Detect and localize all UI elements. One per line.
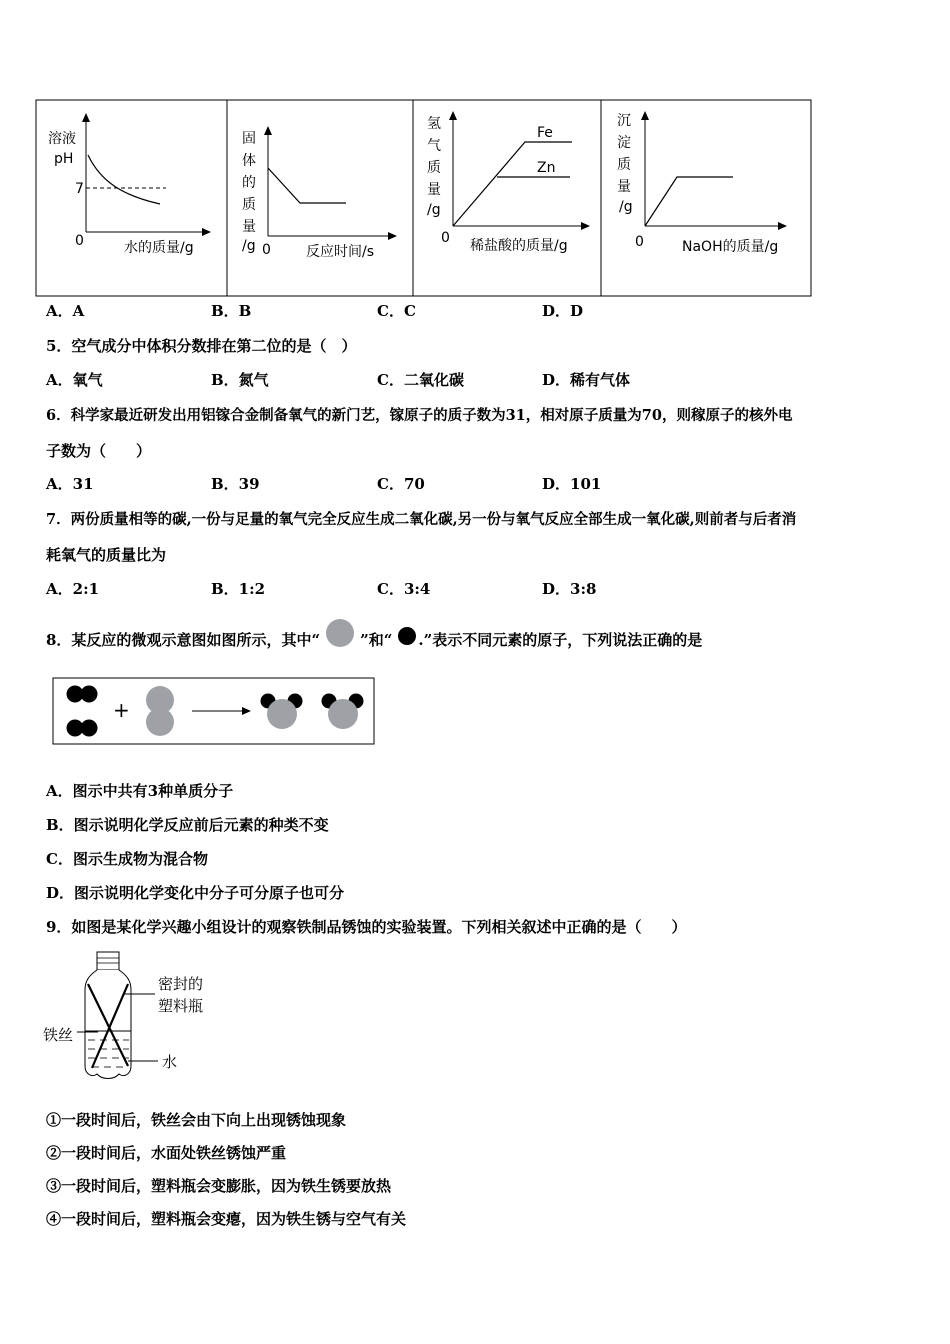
q9-stem: 9．如图是某化学兴趣小组设计的观察铁制品锈蚀的实验装置。下列相关叙述中正确的是（ ）: [46, 918, 687, 936]
gray-atom-icon: [326, 619, 354, 647]
x-axis-arrow: [388, 232, 397, 240]
ylabel-char: 气: [427, 138, 441, 154]
ylabel-char: 量: [427, 182, 441, 198]
fe-line: [453, 142, 572, 226]
q5-option-d[interactable]: D．稀有气体: [542, 371, 631, 389]
graph-a: [48, 113, 211, 256]
origin: 0: [262, 242, 271, 258]
ylabel-char: 氢: [427, 116, 441, 132]
q7-option-d[interactable]: D．3:8: [542, 580, 597, 598]
ylabel-char: /g: [242, 238, 256, 254]
q9-apparatus-diagram: [40, 948, 230, 1088]
q5-option-b[interactable]: B．氮气: [211, 371, 269, 389]
q6-option-a[interactable]: A．31: [46, 475, 94, 493]
precipitate-line: [645, 177, 733, 226]
ylabel-char: 固: [242, 131, 256, 147]
graph-c: [427, 111, 590, 254]
label-bottle-line2: 塑料瓶: [158, 997, 204, 1015]
xlabel: 稀盐酸的质量/g: [470, 238, 568, 254]
ylabel-line2: pH: [54, 151, 74, 167]
origin: 0: [75, 233, 84, 249]
ylabel-char: 体: [242, 153, 256, 169]
ylabel-char: 淀: [617, 135, 631, 151]
ylabel-char: 质: [242, 197, 256, 213]
tick-7: 7: [75, 181, 84, 197]
ylabel-char: /g: [427, 202, 441, 218]
gray-atom: [267, 699, 297, 729]
q9-statement-3: ③一段时间后，塑料瓶会变膨胀，因为铁生锈要放热: [46, 1177, 392, 1195]
q7-option-a[interactable]: A．2:1: [46, 580, 100, 598]
bottle-cap: [97, 952, 119, 970]
q7-option-b[interactable]: B．1:2: [211, 580, 266, 598]
q9-statement-1: ①一段时间后，铁丝会由下向上出现锈蚀现象: [46, 1111, 347, 1129]
ylabel-char: 量: [617, 179, 631, 195]
black-atom-icon: [398, 627, 416, 645]
q8-stem: [46, 625, 702, 653]
q7-option-c[interactable]: C．3:4: [377, 580, 431, 598]
q8-option-c[interactable]: C．图示生成物为混合物: [46, 850, 208, 868]
q6-stem-line2: 子数为（ ）: [46, 442, 152, 460]
x-axis-arrow: [778, 222, 787, 230]
reaction-arrow-head: [242, 707, 251, 715]
q8-stem-part2: ”和“: [360, 630, 393, 649]
black-atom: [81, 720, 98, 737]
ylabel-char: 沉: [617, 113, 631, 129]
q8-option-a[interactable]: A．图示中共有3种单质分子: [46, 782, 234, 800]
q5-stem: 5．空气成分中体积分数排在第二位的是（ ）: [46, 337, 357, 355]
label-wire: 铁丝: [43, 1026, 74, 1044]
q8-option-b[interactable]: B．图示说明化学反应前后元素的种类不变: [46, 816, 329, 834]
q6-stem-line1: 6．科学家最近研发出用铝镓合金制备氧气的新门艺，镓原子的质子数为31，相对原子质量为70，则稼原子的核外电: [46, 407, 793, 424]
q4-option-a[interactable]: A．A: [46, 302, 85, 320]
fe-label: Fe: [537, 125, 553, 141]
ylabel-char: 质: [617, 157, 631, 173]
ylabel-char: 量: [242, 219, 256, 235]
origin: 0: [441, 230, 450, 246]
q5-option-c[interactable]: C．二氧化碳: [377, 371, 464, 389]
q6-option-c[interactable]: C．70: [377, 475, 425, 493]
ph-curve: [88, 155, 160, 204]
graph-b: [242, 126, 397, 260]
xlabel: 反应时间/s: [306, 244, 375, 260]
xlabel: 水的质量/g: [124, 240, 194, 256]
q9-statement-4: ④一段时间后，塑料瓶会变瘪，因为铁生锈与空气有关: [46, 1210, 407, 1228]
graphs-frame: [36, 100, 811, 296]
y-axis-arrow: [264, 126, 272, 135]
x-axis-arrow: [581, 222, 590, 230]
y-axis-arrow: [82, 113, 90, 122]
q6-option-d[interactable]: D．101: [542, 475, 602, 493]
ylabel-char: 质: [427, 160, 441, 176]
q4-graphs-figure: [0, 0, 950, 300]
q7-stem-line1: 7．两份质量相等的碳,一份与足量的氧气完全反应生成二氧化碳,另一份与氧气反应全部生成一氧化碳,则前者与后者消: [46, 511, 797, 528]
q8-reaction-diagram: [52, 677, 376, 747]
q5-option-a[interactable]: A．氧气: [46, 371, 103, 389]
q4-option-b[interactable]: B．B: [211, 302, 252, 320]
ylabel-char: /g: [619, 199, 633, 215]
zn-label: Zn: [537, 160, 556, 176]
gray-atom: [328, 699, 358, 729]
graph-d: [617, 111, 787, 255]
q6-option-b[interactable]: B．39: [211, 475, 260, 493]
label-water: 水: [162, 1053, 178, 1071]
q7-stem-line2: 耗氧气的质量比为: [46, 546, 167, 564]
q4-option-d[interactable]: D．D: [542, 302, 584, 320]
q8-option-d[interactable]: D．图示说明化学变化中分子可分原子也可分: [46, 884, 345, 902]
ylabel-line1: 溶液: [48, 131, 76, 147]
xlabel: NaOH的质量/g: [682, 239, 779, 255]
label-bottle-line1: 密封的: [158, 975, 204, 993]
ylabel-char: 的: [242, 175, 256, 191]
q8-stem-part1: 8．某反应的微观示意图如图所示，其中“: [46, 630, 321, 649]
y-axis-arrow: [449, 111, 457, 120]
q4-option-c[interactable]: C．C: [377, 302, 416, 320]
y-axis-arrow: [641, 111, 649, 120]
q8-stem-part3: .”表示不同元素的原子，下列说法正确的是: [418, 630, 703, 649]
black-atom: [81, 686, 98, 703]
q9-statement-2: ②一段时间后，水面处铁丝锈蚀严重: [46, 1144, 287, 1162]
x-axis-arrow: [202, 228, 211, 236]
plus-sign: +: [113, 698, 130, 722]
origin: 0: [635, 234, 644, 250]
solid-mass-line: [268, 168, 346, 203]
gray-atom: [146, 708, 174, 736]
